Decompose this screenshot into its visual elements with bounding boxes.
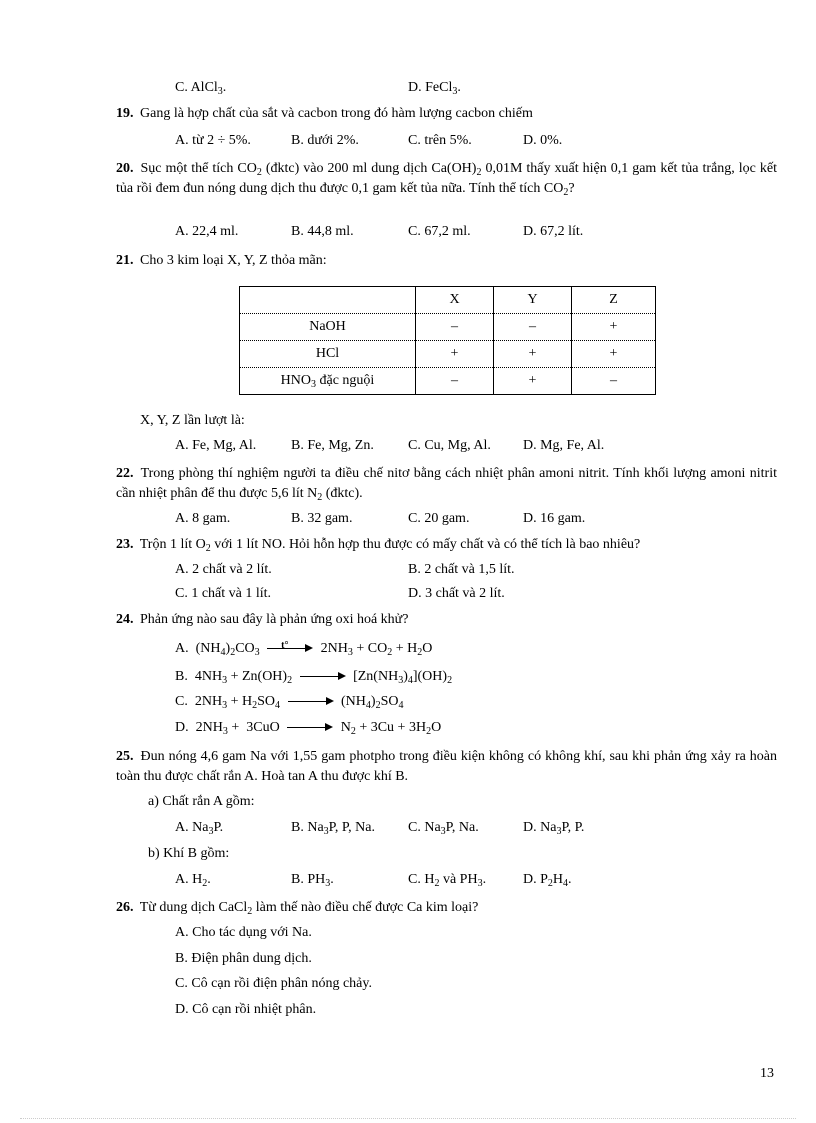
table-cell: X	[416, 287, 494, 314]
q25b-option-d: D. $P_2H_4$.	[523, 872, 572, 889]
heat-arrow-icon: t°	[267, 644, 313, 654]
q21-option-c: C. Cu, Mg, Al.	[408, 438, 491, 453]
q24-question: 24. Phản ứng nào sau đây là phản ứng oxi hoá khử?	[116, 612, 409, 627]
q24-equation-c: C. $2NH_3 + H_2SO_4$ $(NH_4)_2SO_4$	[175, 694, 404, 711]
table-cell	[240, 287, 416, 314]
table-cell: –	[572, 368, 656, 395]
table-cell: +	[494, 368, 572, 395]
table-cell: Z	[572, 287, 656, 314]
table-cell: Y	[494, 287, 572, 314]
q21-option-b: B. Fe, Mg, Zn.	[291, 438, 374, 453]
q24-number: 24.	[116, 612, 134, 627]
q21-option-a: A. Fe, Mg, Al.	[175, 438, 257, 453]
q19-option-a: A. từ 2 ÷ 5%.	[175, 133, 251, 148]
q22-option-a: A. 8 gam.	[175, 511, 231, 526]
reaction-arrow-icon	[300, 672, 346, 682]
q20-question: 20. Sục một thể tích $CO_2$ (đktc) vào 200 ml dung dịch $Ca(OH)_2$ 0,01M thấy xuất hiện 0,1 gam kết tủa trắng, lọc kết tủa rồi đem đun nóng dung dịch thu được 0,1 gam kết tủa nữa. Tính thể tích $CO_2$?	[116, 161, 777, 198]
q24-equation-d: D. $2NH_3 + 3CuO$ $N_2 + 3Cu + 3H_2O$	[175, 720, 442, 737]
q25-part-b: b) Khí B gồm:	[148, 846, 230, 861]
q25b-option-b: B. $PH_3$.	[291, 872, 334, 889]
q19-question	[116, 104, 777, 124]
q22-question: 22. Trong phòng thí nghiệm người ta điều chế nitơ bằng cách nhiệt phân amoni nitrit. Tính khối lượng amoni nitrit cần nhiệt phân để thu được 5,6 lít $N_2$ (đktc).	[116, 466, 777, 503]
q22-option-c: C. 20 gam.	[408, 511, 470, 526]
reaction-arrow-icon	[287, 723, 333, 733]
q25a-option-a: A. $Na_3P$.	[175, 820, 224, 837]
table-cell: +	[416, 341, 494, 368]
q23-option-d: D. 3 chất và 2 lít.	[408, 586, 505, 601]
q21-question: 21. Cho 3 kim loại X, Y, Z thỏa mãn:	[116, 253, 327, 268]
footer-divider	[20, 1118, 796, 1119]
table-cell: –	[416, 314, 494, 341]
q19-text: Gang là hợp chất của sắt và cacbon trong đó hàm lượng cacbon chiếm	[140, 106, 533, 121]
table-cell: HCl	[240, 341, 416, 368]
q26-option-b: B. Điện phân dung dịch.	[175, 951, 312, 966]
table-cell: $HNO_3$ đặc nguội	[240, 368, 416, 395]
q23-option-c: C. 1 chất và 1 lít.	[175, 586, 272, 601]
q23-option-b: B. 2 chất và 1,5 lít.	[408, 562, 515, 577]
q25a-option-d: D. $Na_3P$, P.	[523, 820, 585, 837]
q19-option-b: B. dưới 2%.	[291, 133, 359, 148]
q25-part-a: a) Chất rắn A gồm:	[148, 794, 255, 809]
q21-table	[239, 286, 656, 395]
q26-number: 26.	[116, 900, 134, 915]
q22-number: 22.	[116, 466, 134, 481]
reaction-arrow-icon	[288, 697, 334, 707]
q25a-option-b: B. $Na_3P$, P, Na.	[291, 820, 375, 837]
table-cell: +	[494, 341, 572, 368]
q22-option-d: D. 16 gam.	[523, 511, 586, 526]
q18-option-d: D. FeCl$_3$.	[408, 80, 461, 97]
q19-option-d: D. 0%.	[523, 133, 563, 148]
table-row	[240, 368, 656, 395]
q25-number: 25.	[116, 749, 134, 764]
table-header-row	[240, 287, 656, 314]
q24-equation-b: B. $4NH_3 + Zn(OH)_2$ $[Zn(NH_3)_4](OH)_2$	[175, 669, 453, 686]
q20-option-a: A. 22,4 ml.	[175, 224, 239, 239]
table-row	[240, 314, 656, 341]
table-cell: +	[572, 341, 656, 368]
q24-equation-a: A. $(NH_4)_2CO_3$ t° $2NH_3 + CO_2 + H_2O$	[175, 639, 433, 658]
q25b-option-a: A. $H_2$.	[175, 872, 211, 889]
q26-option-d: D. Cô cạn rồi nhiệt phân.	[175, 1002, 317, 1017]
q21-number: 21.	[116, 253, 134, 268]
page-number: 13	[760, 1066, 774, 1081]
q20-number: 20.	[116, 161, 134, 176]
table-cell: –	[494, 314, 572, 341]
q25b-option-c: C. $H_2$ và $PH_3$.	[408, 872, 487, 889]
q26-option-a: A. Cho tác dụng với Na.	[175, 925, 312, 940]
q26-question: 26. Từ dung dịch CaCl$_2$ làm thế nào điều chế được Ca kim loại?	[116, 900, 479, 917]
q19-number: 19.	[116, 106, 134, 121]
q23-number: 23.	[116, 537, 134, 552]
q21-conclusion: X, Y, Z lần lượt là:	[140, 413, 245, 428]
q23-option-a: A. 2 chất và 2 lít.	[175, 562, 272, 577]
table-cell: NaOH	[240, 314, 416, 341]
q20-option-c: C. 67,2 ml.	[408, 224, 471, 239]
q22-option-b: B. 32 gam.	[291, 511, 353, 526]
q25-question: 25. Đun nóng 4,6 gam Na với 1,55 gam photpho trong điều kiện không có không khí, sau khi phản ứng xảy ra hoàn toàn thu được chất rắn A. Hoà tan A thu được khí B.	[116, 749, 778, 784]
q20-option-d: D. 67,2 lít.	[523, 224, 584, 239]
table-cell: –	[416, 368, 494, 395]
table-cell: +	[572, 314, 656, 341]
q19-option-c: C. trên 5%.	[408, 133, 472, 148]
table-row	[240, 341, 656, 368]
q26-option-c: C. Cô cạn rồi điện phân nóng chảy.	[175, 976, 372, 991]
q21-option-d: D. Mg, Fe, Al.	[523, 438, 605, 453]
q23-question: 23. Trộn 1 lít $O_2$ với 1 lít NO. Hỏi hỗn hợp thu được có mấy chất và có thể tích là bao nhiêu?	[116, 537, 641, 554]
q25a-option-c: C. $Na_3P$, Na.	[408, 820, 479, 837]
q20-option-b: B. 44,8 ml.	[291, 224, 354, 239]
q18-option-c: C. AlCl$_3$.	[175, 80, 227, 97]
